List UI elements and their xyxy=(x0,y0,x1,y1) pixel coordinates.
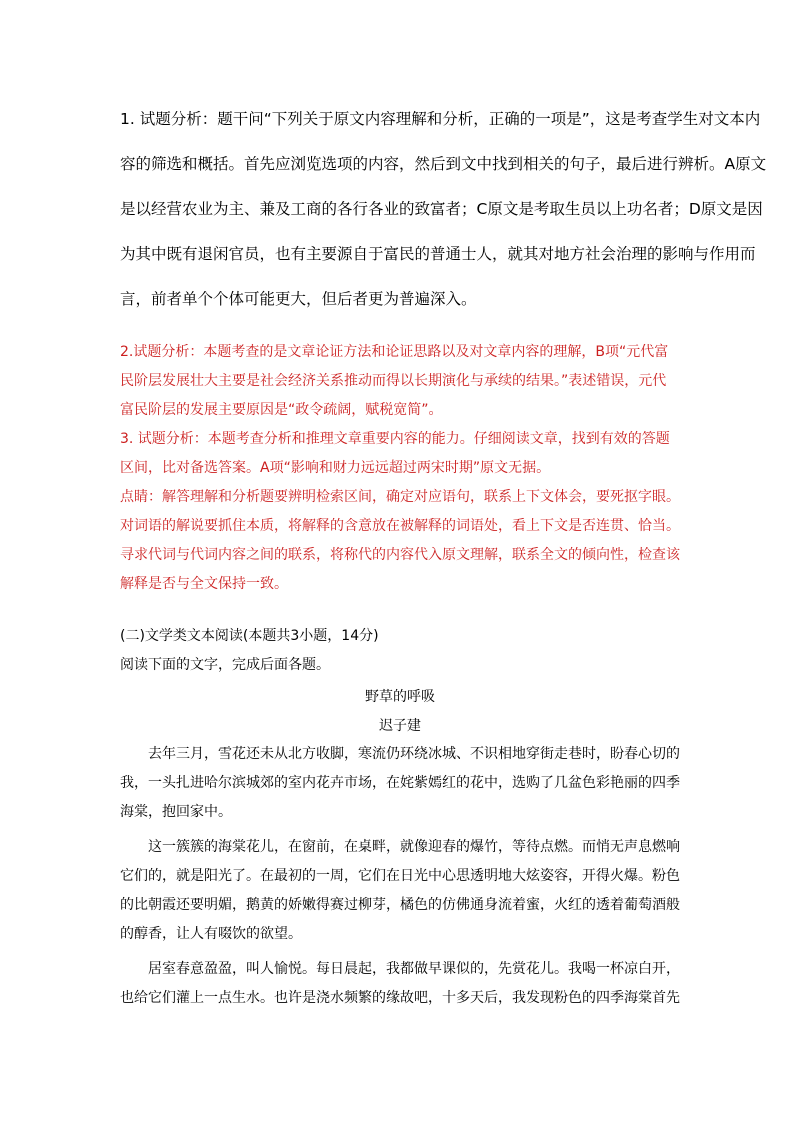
story-body xyxy=(120,740,680,1013)
answer-analysis-1: 1. 试题分析：题干问“下列关于原文内容理解和分析，正确的一项是”，这是考查学生对文本内容的筛选和概括。首先应浏览选项的内容，然后到文中找到相关的句子，最后进行辨析。A原文是以经营农业为主、兼及工商的各行各业的致富者；C原文是考取生员以上功名者；D原文是因为其中既有退闲官员，也有主要源自于富民的普通士人，就其对地方社会治理的影响与作用而言，前者单个个体可能更大，但后者更为普遍深入。 xyxy=(120,110,767,308)
answer-analysis-red-block xyxy=(120,338,680,599)
story-title: 野草的呼吸 xyxy=(365,689,435,705)
answer-analysis-2: 2.试题分析：本题考查的是文章论证方法和论证思路以及对文章内容的理解，B项“元代富民阶层发展壮大主要是社会经济关系推动而得以长期演化与承续的结果。”表述错误，元代富民阶层的发展主要原因是“政令疏阔，赋税宽简”。 xyxy=(120,344,669,418)
story-paragraph: 这一簇簇的海棠花儿，在窗前，在桌畔，就像迎春的爆竹，等待点燃。而悄无声息燃响它们的，就是阳光了。在最初的一周，它们在日光中心思透明地大炫姿容，开得火爆。粉色的比朝霞还要明媚，鹅黄的娇嫩得赛过柳芽，橘色的仿佛通身流着蜜，火红的透着葡萄酒般的醇香，让人有啜饮的欲望。 xyxy=(120,839,680,942)
answer-analysis-3: 3. 试题分析：本题考查分析和推理文章重要内容的能力。仔细阅读文章，找到有效的答题区间，比对备选答案。A项“影响和财力远远超过两宋时期”原文无据。 xyxy=(120,431,670,476)
section-heading: (二)文学类文本阅读(本题共3小题，14分) xyxy=(120,628,379,644)
tip-paragraph: 点睛：解答理解和分析题要辨明检索区间，确定对应语句，联系上下文体会，要死抠字眼。对词语的解说要抓住本质，将解释的含意放在被解释的词语处，看上下文是否连贯、恰当。寻求代词与代词内容之间的联系，将称代的内容代入原文理解，联系全文的倾向性，检查该解释是否与全文保持一致。 xyxy=(120,489,680,592)
story-author: 迟子建 xyxy=(379,718,421,734)
section-instruction: 阅读下面的文字，完成后面各题。 xyxy=(120,657,330,673)
story-paragraph: 去年三月，雪花还未从北方收脚，寒流仍环绕冰城、不识相地穿街走巷时，盼春心切的我，一头扎进哈尔滨城郊的室内花卉市场，在姹紫嫣红的花中，选购了几盆色彩艳丽的四季海棠，抱回家中。 xyxy=(120,746,680,820)
story-paragraph: 居室春意盈盈，叫人愉悦。每日晨起，我都做早课似的，先赏花儿。我喝一杯凉白开，也给它们灌上一点生水。也许是浇水频繁的缘故吧，十多天后，我发现粉色的四季海棠首先 xyxy=(120,961,680,1006)
